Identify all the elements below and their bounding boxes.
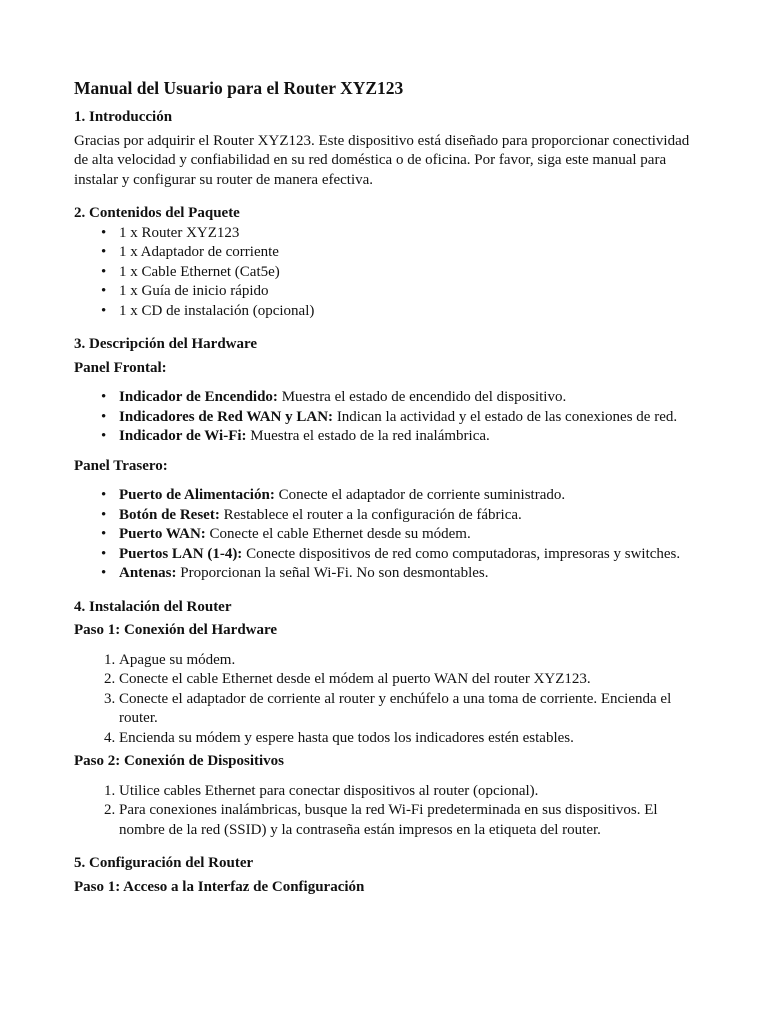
- section-heading-installation: 4. Instalación del Router: [74, 598, 232, 615]
- list-item: • 1 x CD de instalación (opcional): [119, 302, 698, 322]
- list-item: 4. Encienda su módem y espere hasta que todos los indicadores estén estables.: [119, 729, 698, 749]
- list-item: [119, 506, 698, 526]
- list-item-desc: Muestra el estado de la red inalámbrica.: [246, 428, 490, 444]
- list-item-term: Botón de Reset:: [119, 506, 220, 523]
- list-item: • 1 x Cable Ethernet (Cat5e): [119, 263, 698, 283]
- section-heading-package-contents: 2. Contenidos del Paquete: [74, 205, 240, 221]
- list-item-term: Puerto de Alimentación:: [119, 487, 275, 503]
- list-item: [119, 408, 698, 428]
- list-item-desc: Restablece el router a la configuración de fábrica.: [219, 506, 522, 523]
- front-panel-list: [74, 388, 698, 447]
- list-item: • 1 x Guía de inicio rápido: [119, 282, 698, 302]
- list-item: [119, 545, 698, 565]
- list-item: 2. Conecte el cable Ethernet desde el módem al puerto WAN del router XYZ123.: [119, 670, 698, 690]
- list-item-desc: Conecte el cable Ethernet desde su módem.: [205, 526, 471, 542]
- step1-hardware-label: Paso 1: Conexión del Hardware: [74, 622, 278, 638]
- list-item: 1. Utilice cables Ethernet para conectar dispositivos al router (opcional).: [119, 782, 698, 802]
- list-item-term: Indicadores de Red WAN y LAN:: [119, 408, 334, 425]
- list-item: 1. Apague su módem.: [119, 651, 698, 671]
- list-item: [119, 525, 698, 545]
- list-item: [119, 388, 698, 408]
- list-item-term: Puertos LAN (1-4):: [119, 545, 243, 562]
- list-item: [119, 564, 698, 584]
- document-title: Manual del Usuario para el Router XYZ123: [74, 78, 404, 98]
- step1-hardware-list: [74, 651, 698, 749]
- rear-panel-list: [74, 486, 698, 584]
- list-item: • 1 x Adaptador de corriente: [119, 243, 698, 263]
- section-heading-introduction: 1. Introducción: [74, 109, 173, 125]
- list-item-desc: Muestra el estado de encendido del dispositivo.: [277, 389, 567, 405]
- package-contents-list: [74, 224, 698, 322]
- list-item-term: Puerto WAN:: [119, 526, 206, 542]
- list-item: • 1 x Router XYZ123: [119, 224, 698, 244]
- list-item-desc: Conecte dispositivos de red como computadoras, impresoras y switches.: [242, 545, 681, 562]
- step2-devices-label: Paso 2: Conexión de Dispositivos: [74, 753, 285, 769]
- section-heading-configuration: 5. Configuración del Router: [74, 855, 254, 871]
- list-item-desc: Indican la actividad y el estado de las conexiones de red.: [333, 408, 678, 425]
- list-item: [119, 486, 698, 506]
- list-item: 2. Para conexiones inalámbricas, busque la red Wi-Fi predeterminada en sus dispositivos. El nombre de la red (SSID) y la contraseña están impresos en la etiqueta del router.: [119, 801, 698, 840]
- list-item-term: Antenas:: [119, 565, 177, 581]
- section-heading-hardware: 3. Descripción del Hardware: [74, 336, 258, 352]
- introduction-paragraph: Gracias por adquirir el Router XYZ123. Este dispositivo está diseñado para proporcionar conectividad de alta velocidad y confiabilidad en su red doméstica o de oficina. Por favor, siga este manual para instalar y configurar su router de manera efectiva.: [74, 132, 690, 188]
- list-item: [119, 427, 698, 447]
- list-item-desc: Conecte el adaptador de corriente suministrado.: [274, 487, 566, 503]
- list-item-term: Indicador de Encendido:: [119, 389, 278, 405]
- step2-devices-list: [74, 782, 698, 841]
- rear-panel-label: Panel Trasero:: [74, 457, 168, 474]
- list-item: 3. Conecte el adaptador de corriente al router y enchúfelo a una toma de corriente. Encienda el router.: [119, 690, 698, 729]
- front-panel-label: Panel Frontal:: [74, 359, 167, 376]
- list-item-term: Indicador de Wi-Fi:: [119, 428, 247, 444]
- step1-config-label: Paso 1: Acceso a la Interfaz de Configuración: [74, 878, 365, 895]
- list-item-desc: Proporcionan la señal Wi-Fi. No son desmontables.: [176, 565, 489, 581]
